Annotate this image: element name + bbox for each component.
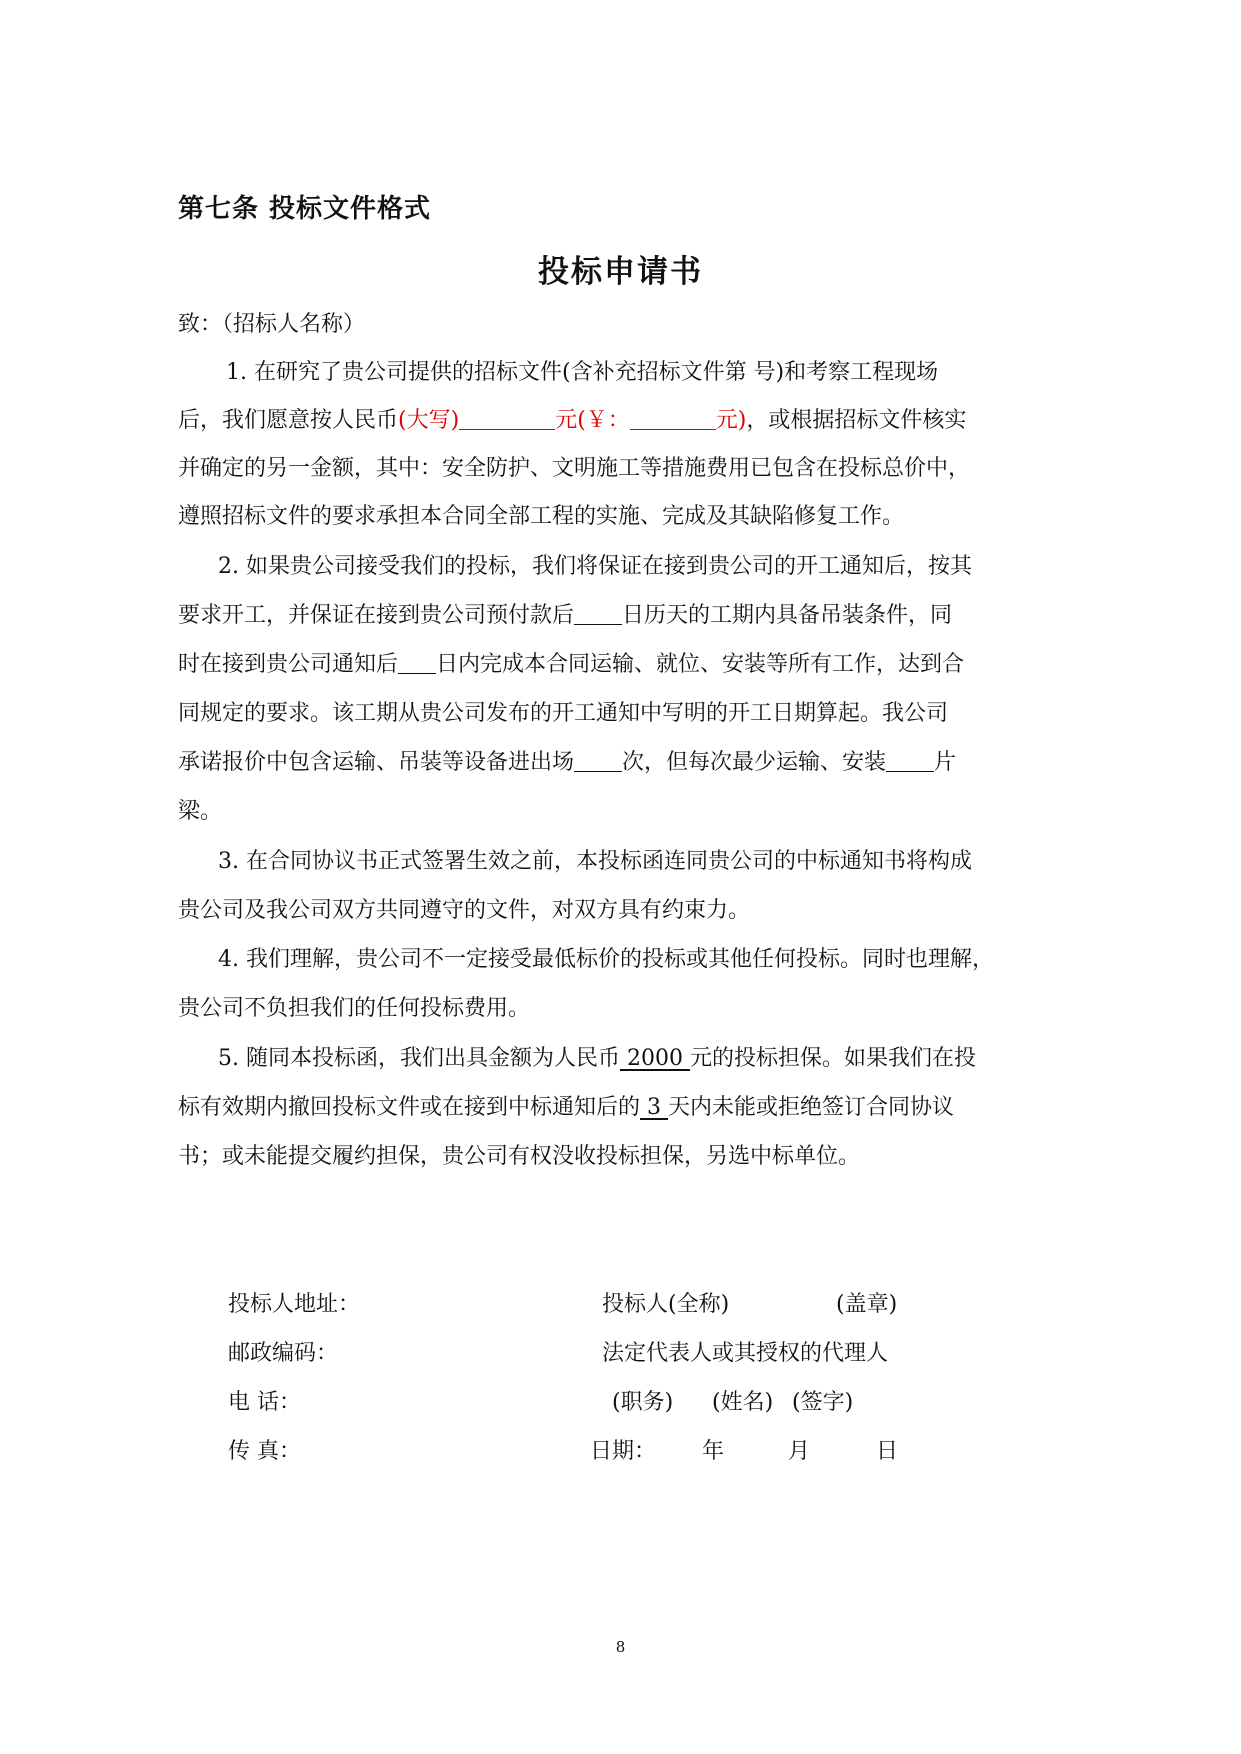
amount-words-blank [459,407,555,430]
p4-line-2: 贵公司不负担我们的任何投标费用。 [178,996,531,1021]
salutation: 致：（招标人名称） [178,312,366,337]
p5-line-2-text-a: 标有效期内撤回投标文件或在接到中标通知后的 [178,1095,641,1120]
p2-line-2-text-b: 日历天的工期内具备吊装条件，同 [622,603,953,628]
bidder-address-label: 投标人地址： [228,1292,361,1317]
p5-line-1-text-b: 元的投标担保。如果我们在投 [689,1046,976,1071]
year-label: 年 [702,1439,725,1464]
p4-line-1: 4. 我们理解，贵公司不一定接受最低标价的投标或其他任何投标。同时也理解， [218,947,994,972]
page-number: 8 [615,1638,626,1656]
amount-figure-label: 元(￥： [555,408,630,433]
p5-line-2-text-b: 天内未能或拒绝签订合同协议 [668,1095,955,1120]
section-heading: 第七条 投标文件格式 [178,194,432,224]
p2-line-5-text-b: 次，但每次最少运输、安装 [622,750,887,775]
p1-line-1: 1. 在研究了贵公司提供的招标文件(含补充招标文件第 号)和考察工程现场 [226,360,939,385]
prepayment-days-blank [574,602,622,625]
p3-line-1: 3. 在合同协议书正式签署生效之前，本投标函连同贵公司的中标通知书将构成 [218,849,972,874]
p5-line-3: 书；或未能提交履约担保，贵公司有权没收投标担保，另选中标单位。 [178,1144,861,1169]
month-label: 月 [788,1439,811,1464]
phone-label: 电 话： [228,1390,301,1415]
document-title: 投标申请书 [538,254,703,290]
amount-words-label: (大写) [398,408,460,433]
p2-line-6: 梁。 [178,799,223,824]
signing-days: 3 [640,1095,668,1120]
postcode-label: 邮政编码： [228,1341,339,1366]
entry-exit-count-blank [574,749,622,772]
fax-label: 传 真： [228,1439,301,1464]
amount-unit-close: 元) [715,408,747,433]
completion-days-blank [398,651,436,674]
p2-line-2 [178,601,952,631]
position-label: (职务) [612,1390,674,1415]
p2-line-5-text-c: 片 [934,750,957,775]
p2-line-4: 同规定的要求。该工期从贵公司发布的开工通知中写明的开工日期算起。我公司 [178,701,949,726]
representative-label: 法定代表人或其授权的代理人 [602,1341,889,1366]
bidder-name-label: 投标人(全称) [602,1292,730,1317]
p5-line-1 [218,1044,976,1074]
p2-line-5-text-a: 承诺报价中包含运输、吊装等设备进出场 [178,750,575,775]
p2-line-1: 2. 如果贵公司接受我们的投标，我们将保证在接到贵公司的开工通知后，按其 [218,554,972,579]
p5-line-1-text-a: 5. 随同本投标函，我们出具金额为人民币 [218,1046,620,1071]
name-label: (姓名) [712,1390,774,1415]
p1-line-2 [178,406,966,436]
p2-line-5 [178,748,956,778]
p1-line-3: 并确定的另一金额，其中：安全防护、文明施工等措施费用已包含在投标总价中， [178,456,971,481]
p3-line-2: 贵公司及我公司双方共同遵守的文件，对双方具有约束力。 [178,898,751,923]
p5-line-2 [178,1093,954,1123]
p2-line-2-text-a: 要求开工，并保证在接到贵公司预付款后 [178,603,575,628]
seal-label: (盖章) [836,1292,898,1317]
guarantee-amount: 2000 [620,1046,690,1071]
p1-line-2-text-b: ，或根据招标文件核实 [746,408,967,433]
amount-figure-blank [630,407,716,430]
date-label: 日期： [590,1439,657,1464]
p2-line-3-text-b: 日内完成本合同运输、就位、安装等所有工作，达到合 [436,652,965,677]
p2-line-3 [178,650,964,680]
beam-count-blank [886,749,934,772]
day-label: 日 [876,1439,899,1464]
p1-line-4: 遵照招标文件的要求承担本合同全部工程的实施、完成及其缺陷修复工作。 [178,504,905,529]
p1-line-2-text-a: 后，我们愿意按人民币 [178,408,399,433]
p2-line-3-text-a: 时在接到贵公司通知后 [178,652,399,677]
sign-label: (签字) [792,1390,854,1415]
